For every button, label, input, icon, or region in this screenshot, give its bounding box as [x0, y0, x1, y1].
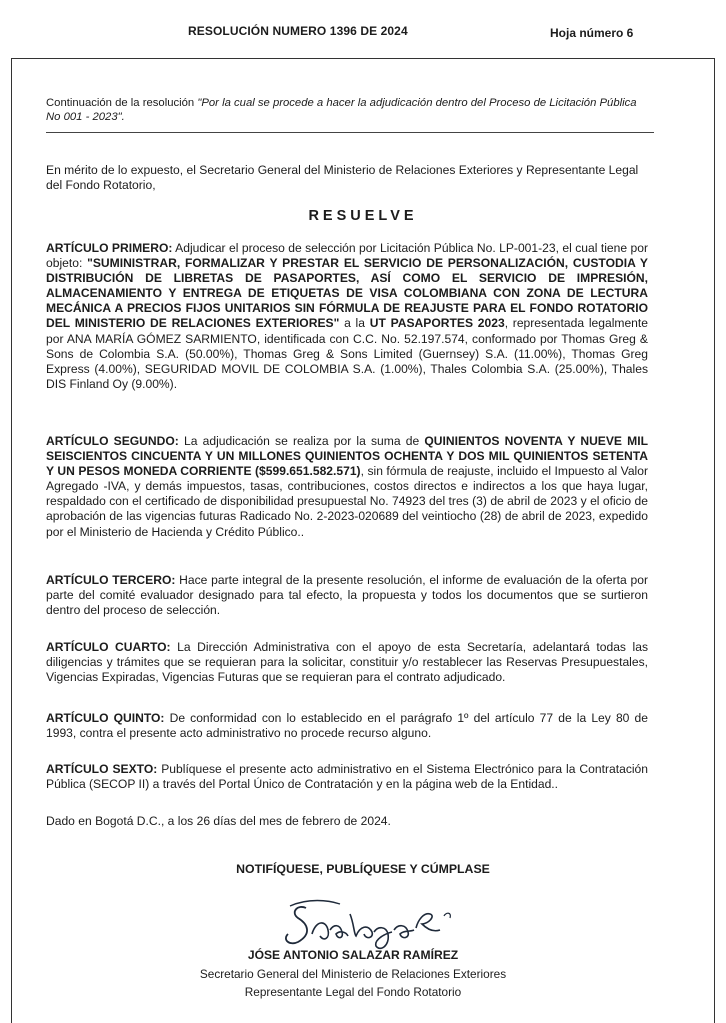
continuation-prefix: Continuación de la resolución — [46, 97, 198, 109]
article-sexto-text: Publíquese el presente acto administrativo en el Sistema Electrónico para la Contratación Pública (SECOP II) a través del Portal Único de Contratación y en la página web de la Entidad.. — [46, 762, 649, 792]
article-primero-text-2: a la — [339, 316, 370, 331]
article-primero-awardee: UT PASAPORTES 2023 — [369, 316, 505, 331]
article-primero-object: "SUMINISTRAR, FORMALIZAR Y PRESTAR EL SERVICIO DE PERSONALIZACIÓN, CUSTODIA Y DISTRIBUCIÓN DE LIBRETAS DE PASAPORTES, ASÍ COMO EL SERVICIO DE IMPRESIÓN, ALMACENAMIENTO Y ENTREGA DE ETIQUETAS DE VISA COLOMBIANA CON ZONA DE LECTURA MECÁNICA A PRECIOS FIJOS UNITARIOS SIN FÓRMULA DE REAJUSTE PARA EL FONDO ROTATORIO DEL MINISTERIO DE RELACIONES EXTERIORES" — [46, 256, 648, 331]
continuation-note — [46, 96, 646, 124]
separator-rule — [46, 132, 654, 133]
article-cuarto-text: La Dirección Administrativa con el apoyo de esta Secretaría, adelantará todas las diligencias y trámites que se requieran para la solicitar, constituir y/o restablecer las Reservas Presupuestales, Vigencias Expiradas, Vigencias Futuras que se requieran para el contrato adjudicado. — [46, 640, 648, 685]
signer-role-1: Secretario General del Ministerio de Relaciones Exteriores — [199, 967, 507, 981]
article-segundo-text-1: La adjudicación se realiza por la suma de — [178, 434, 425, 448]
article-cuarto-label: ARTÍCULO CUARTO: — [46, 640, 171, 654]
article-primero — [46, 241, 648, 392]
signer-role-2: Representante Legal del Fondo Rotatorio — [244, 985, 462, 999]
article-segundo — [46, 434, 648, 540]
article-primero-label: ARTÍCULO PRIMERO: — [46, 241, 173, 255]
continuation-quote: "Por la cual se procede a hacer la adjudicación dentro del Proceso de Licitación Pública No 001 - 2023". — [46, 97, 637, 123]
article-sexto-label: ARTÍCULO SEXTO: — [46, 762, 158, 776]
resolution-title: RESOLUCIÓN NUMERO 1396 DE 2024 — [188, 24, 408, 38]
notification-formula: NOTIFÍQUESE, PUBLÍQUESE Y CÚMPLASE — [236, 862, 490, 876]
article-tercero — [46, 573, 648, 618]
intro-paragraph: En mérito de lo expuesto, el Secretario General del Ministerio de Relaciones Exteriores y Representante Legal del Fondo Rotatorio, — [46, 163, 639, 192]
page-frame — [11, 58, 715, 1023]
article-segundo-amount: QUINIENTOS NOVENTA Y NUEVE MIL SEISCIENTOS CINCUENTA Y UN MILLONES QUINIENTOS OCHENTA Y DOS MIL QUINIENTOS SETENTA Y UN PESOS MONEDA CORRIENTE ($599.651.582.571) — [46, 434, 648, 479]
article-primero-text-3: , representada legalmente por ANA MARÍA GÓMEZ SARMIENTO, identificada con C.C. No. 52.197.574, conformado por Thomas Greg & Sons de Colombia S.A. (50.00%), Thomas Greg & Sons Limited (Guernsey) S.A. (11.00%), Thomas Greg Express (4.00%), SEGURIDAD MOVIL DE COLOMBIA S.A. (1.00%), Thales Colombia S.A. (25.00%), Thales DIS Finland Oy (9.00%). — [46, 316, 648, 391]
page-number: Hoja número 6 — [550, 26, 634, 40]
article-tercero-label: ARTÍCULO TERCERO: — [46, 573, 176, 587]
resuelve-heading: RESUELVE — [308, 208, 418, 224]
article-quinto — [46, 711, 648, 741]
article-sexto — [46, 762, 648, 792]
article-segundo-label: ARTÍCULO SEGUNDO: — [46, 434, 179, 448]
article-cuarto — [46, 640, 648, 685]
article-quinto-text: De conformidad con lo establecido en el parágrafo 1º del artículo 77 de la Ley 80 de 1993, contra el presente acto administrativo no procede recurso alguno. — [46, 711, 648, 741]
signer-name: JÓSE ANTONIO SALAZAR RAMÍREZ — [247, 948, 459, 962]
article-segundo-text-2: , sin fórmula de reajuste, incluido el Impuesto al Valor Agregado -IVA, y demás impuestos, tasas, contribuciones, costos directos e indirectos a los que haya lugar, respaldado con el certificado de disponibilidad presupuestal No. 74923 del tres (3) de abril de 2023 y el oficio de aprobación de las vigencias futuras Radicado No. 2-2023-020689 del veintiocho (28) de abril de 2023, expedido por el Ministerio de Hacienda y Crédito Público.. — [46, 464, 648, 539]
article-quinto-label: ARTÍCULO QUINTO: — [46, 711, 165, 725]
article-tercero-text: Hace parte integral de la presente resolución, el informe de evaluación de la oferta por parte del comité evaluador designado para tal efecto, la propuesta y todos los documentos que se surtieron dentro del proceso de selección. — [46, 573, 649, 618]
article-primero-text-1: Adjudicar el proceso de selección por Licitación Pública No. LP-001-23, el cual tiene por objeto: — [46, 241, 649, 271]
date-place-line: Dado en Bogotá D.C., a los 26 días del mes de febrero de 2024. — [46, 814, 391, 828]
